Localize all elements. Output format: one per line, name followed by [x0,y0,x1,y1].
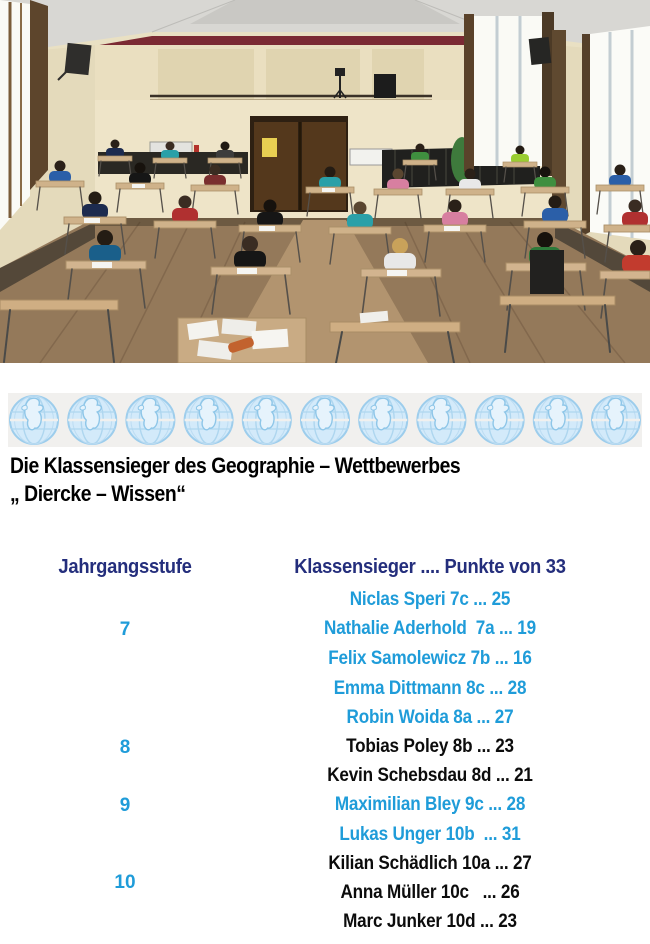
column-header-klassensieger: Klassensieger .... Punkte von 33 [294,556,566,578]
winner-row: Felix Samolewicz 7b ... 16 [328,648,532,669]
grade-label-7: 7 [119,619,131,640]
doors [250,116,348,212]
globe-icon [359,396,407,444]
page-title-line2: „ Diercke – Wissen“ [10,481,186,506]
globe-icon [185,396,233,444]
winner-row: Tobias Poley 8b ... 23 [346,736,514,757]
winner-row: Niclas Speri 7c ... 25 [349,589,511,610]
winner-row: Emma Dittmann 8c ... 28 [333,678,527,699]
papers-desk [178,318,306,363]
globe-icon [417,396,465,444]
globe-icon [301,396,349,444]
page-title-line1: Die Klassensieger des Geographie – Wettbewerbes [10,453,461,478]
page-title [10,452,630,508]
winner-row: Kevin Schebsdau 8d ... 21 [327,765,533,786]
winner-row: Robin Woida 8a ... 27 [346,707,514,728]
globe-icon [476,396,524,444]
globe-icon [592,396,640,444]
globe-icon [534,396,582,444]
winner-row: Marc Junker 10d ... 23 [343,911,517,932]
grade-label-8: 8 [119,737,131,758]
winner-row: Kilian Schädlich 10a ... 27 [328,853,532,874]
globe-icon [243,396,291,444]
grade-label-10: 10 [114,872,136,893]
winner-row: Maximilian Bley 9c ... 28 [334,794,526,815]
winner-row: Anna Müller 10c ... 26 [340,882,520,903]
winner-row: Lukas Unger 10b ... 31 [339,824,521,845]
globe-icon [10,396,58,444]
column-header-jahrgangsstufe: Jahrgangsstufe [58,556,192,578]
grade-label-9: 9 [119,795,131,816]
globe-icon [126,396,174,444]
winner-row: Nathalie Aderhold 7a ... 19 [324,618,536,639]
globe-divider [8,393,642,447]
globe-icon [68,396,116,444]
classroom-photo [0,0,650,363]
